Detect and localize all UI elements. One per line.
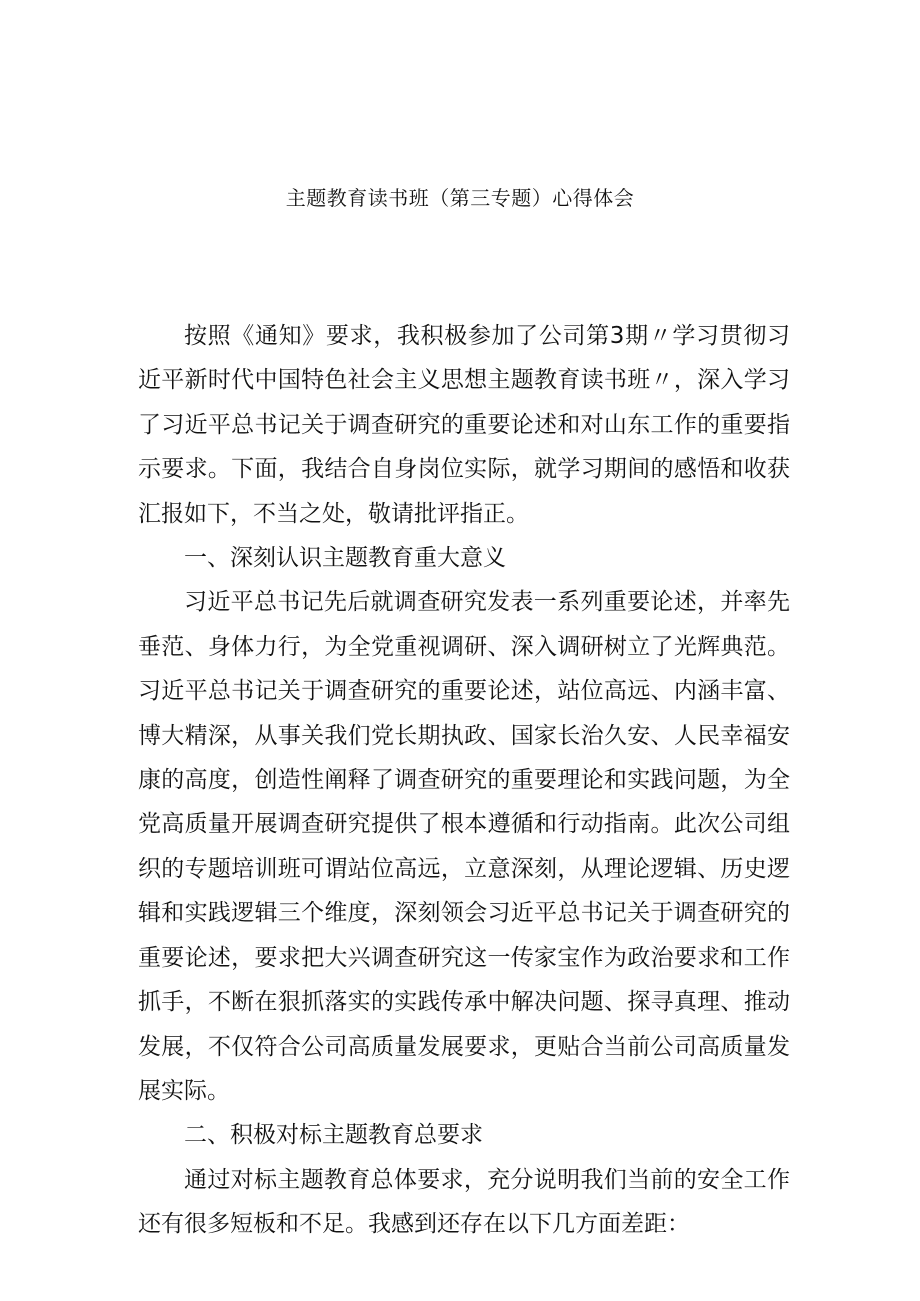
document-title: 主题教育读书班（第三专题）心得体会 [285, 186, 635, 210]
section-1-paragraph: 习近平总书记先后就调查研究发表一系列重要论述，并率先垂范、身体力行，为全党重视调研、深入调研树立了光辉典范。习近平总书记关于调查研究的重要论述，站位高远、内涵丰富、博大精深，从事关我们党长期执政、国家长治久安、人民幸福安康的高度，创造性阐释了调查研究的重要理论和实践问题，为全党高质量开展调查研究提供了根本遵循和行动指南。此次公司组织的专题培训班可谓站位高远，立意深刻，从理论逻辑、历史逻辑和实践逻辑三个维度，深刻领会习近平总书记关于调查研究的重要论述，要求把大兴调查研究这一传家宝作为政治要求和工作抓手，不断在狠抓落实的实践传承中解决问题、探寻真理、推动发展，不仅符合公司高质量发展要求，更贴合当前公司高质量发展实际。 [138, 589, 790, 1104]
section-heading-2: 二、积极对标主题教育总要求 [184, 1122, 483, 1149]
section-heading-1: 一、深刻认识主题教育重大意义 [184, 545, 506, 572]
section-2-paragraph: 通过对标主题教育总体要求，充分说明我们当前的安全工作还有很多短板和不足。我感到还存在以下几方面差距： [138, 1166, 790, 1238]
document-body [138, 314, 790, 1247]
intro-paragraph: 按照《通知》要求，我积极参加了公司第3期〃学习贯彻习近平新时代中国特色社会主义思想主题教育读书班〃，深入学习了习近平总书记关于调查研究的重要论述和对山东工作的重要指示要求。下面，我结合自身岗位实际，就学习期间的感悟和收获汇报如下，不当之处，敬请批评指正。 [138, 323, 790, 527]
